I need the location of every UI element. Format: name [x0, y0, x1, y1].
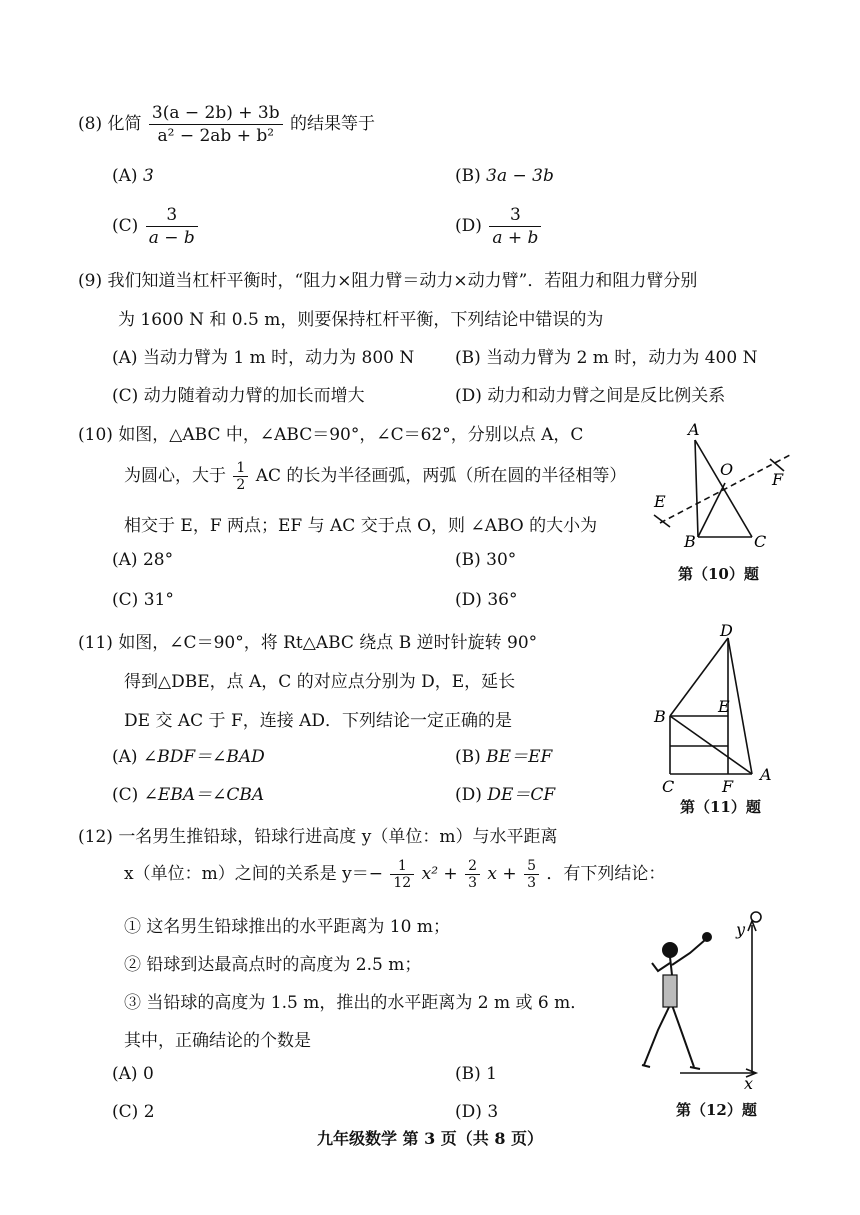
q10-line1 — [78, 420, 583, 445]
q9-option-a — [112, 343, 414, 368]
q11-label-e: E — [718, 697, 730, 716]
q12-figure — [630, 905, 770, 1090]
q11-option-b — [455, 742, 552, 767]
q10-text1: 如图，△ABC 中，∠ABC＝90°，∠C＝62°，分别以点 A，C — [118, 425, 584, 445]
q11-line3: DE 交 AC 于 F，连接 AD．下列结论一定正确的是 — [124, 711, 513, 731]
q10-option-b-label: (B) — [455, 550, 481, 570]
q10-option-b-text: 30° — [486, 550, 517, 570]
q10-option-b — [455, 550, 516, 570]
q11-option-c-text: ∠EBA＝∠CBA — [143, 785, 265, 805]
q12-frac1-den: 12 — [393, 875, 412, 891]
q8-option-c-label: (C) — [112, 216, 139, 236]
q12-option-b-label: (B) — [455, 1064, 481, 1084]
q11-option-d-label: (D) — [455, 785, 482, 805]
q10-option-c-label: (C) — [112, 590, 139, 610]
q11-label-a: A — [760, 765, 772, 784]
q8-suffix: 的结果等于 — [290, 114, 376, 134]
q8-frac-num: 3(a − 2b) + 3b — [149, 102, 283, 125]
q8-number: (8) — [78, 114, 103, 134]
q9-line1 — [78, 266, 697, 291]
q9-option-c-label: (C) — [112, 386, 139, 406]
q12-option-c — [112, 1102, 155, 1122]
q12-label-y: y — [736, 920, 746, 939]
q11-option-a — [112, 742, 265, 767]
q11-option-c-label: (C) — [112, 785, 139, 805]
q10-option-d-text: 36° — [487, 590, 518, 610]
q11-label-b: B — [654, 707, 666, 726]
q11-option-d — [455, 780, 555, 805]
q12-line1 — [78, 822, 557, 847]
q10-label-o: O — [720, 460, 734, 479]
q8-option-d-den: a + b — [492, 228, 539, 248]
q10-label-f: F — [772, 470, 784, 489]
q10-half-frac — [233, 460, 248, 493]
q12-statement-1: ① 这名男生铅球推出的水平距离为 10 m； — [124, 917, 450, 937]
q11-figure — [650, 622, 800, 802]
q12-option-b-text: 1 — [486, 1064, 497, 1084]
q12-option-d-text: 3 — [487, 1102, 499, 1122]
q10-option-a-label: (A) — [112, 550, 138, 570]
q9-option-d-text: 动力和动力臂之间是反比例关系 — [487, 386, 726, 406]
q12-option-c-label: (C) — [112, 1102, 139, 1122]
q11-label-f: F — [722, 777, 734, 796]
q8-frac-den: a² − 2ab + b² — [157, 126, 275, 146]
q10-option-c — [112, 590, 174, 610]
q12-number: (12) — [78, 827, 113, 847]
q10-label-a: A — [688, 420, 700, 439]
q10-text2-post: AC 的长为半径画弧，两弧（所在圆的半径相等） — [255, 466, 627, 486]
q12-mid2: x + — [487, 864, 517, 884]
q12-frac3-num: 5 — [524, 858, 539, 875]
q12-text1: 一名男生推铅球，铅球行进高度 y（单位：m）与水平距离 — [118, 827, 558, 847]
q9-option-a-label: (A) — [112, 348, 138, 368]
q10-caption: 第（10）题 — [678, 565, 759, 583]
q8-option-b-label: (B) — [455, 166, 481, 186]
q12-frac3-den: 3 — [527, 875, 536, 891]
q11-label-c: C — [662, 777, 675, 796]
q11-caption: 第（11）题 — [680, 798, 761, 816]
q10-text2-pre: 为圆心，大于 — [124, 466, 226, 486]
page-footer: 九年级数学 第 3 页（共 8 页） — [316, 1129, 544, 1148]
q11-option-c — [112, 780, 264, 805]
q8-option-b-text: 3a − 3b — [486, 166, 554, 186]
q8-option-d — [455, 204, 543, 249]
q10-line2 — [124, 460, 626, 493]
q8-option-c-den: a − b — [148, 228, 195, 248]
q12-caption: 第（12）题 — [676, 1101, 757, 1119]
q12-statement-2: ② 铅球到达最高点时的高度为 2.5 m； — [124, 955, 422, 975]
q8-option-d-frac — [489, 204, 541, 249]
q12-frac3 — [524, 858, 539, 891]
q8-option-a — [112, 166, 154, 186]
q11-option-a-text: ∠BDF＝∠BAD — [142, 747, 265, 767]
q9-option-c-text: 动力随着动力臂的加长而增大 — [143, 386, 365, 406]
q11-text1: 如图，∠C＝90°，将 Rt△ABC 绕点 B 逆时针旋转 90° — [118, 633, 538, 653]
q10-option-d — [455, 590, 517, 610]
q12-line2 — [124, 858, 665, 891]
q8-option-d-label: (D) — [455, 216, 482, 236]
q12-frac2-den: 3 — [468, 875, 477, 891]
shot-putter-icon — [642, 933, 711, 1069]
q12-option-d — [455, 1102, 498, 1122]
q10-half-den: 2 — [236, 477, 246, 493]
q12-frac2-num: 2 — [465, 858, 480, 875]
q12-mid1: x² + — [421, 864, 458, 884]
q12-label-x: x — [744, 1074, 754, 1090]
q11-option-b-label: (B) — [455, 747, 481, 767]
q10-label-e: E — [654, 492, 666, 511]
q11-line2: 得到△DBE，点 A，C 的对应点分别为 D，E，延长 — [124, 672, 516, 692]
q12-option-a — [112, 1064, 154, 1084]
q12-frac1-num: 1 — [390, 858, 414, 875]
q10-option-c-text: 31° — [143, 590, 174, 610]
q12-option-b — [455, 1064, 497, 1084]
q10-option-a — [112, 550, 173, 570]
q11-option-d-text: DE＝CF — [487, 785, 556, 805]
q9-option-b-label: (B) — [455, 348, 481, 368]
q12-option-c-text: 2 — [143, 1102, 155, 1122]
q12-option-a-label: (A) — [112, 1064, 138, 1084]
q11-line1 — [78, 628, 537, 653]
q11-number: (11) — [78, 633, 113, 653]
q9-option-a-text: 当动力臂为 1 m 时，动力为 800 N — [142, 348, 415, 368]
q12-frac2 — [465, 858, 480, 891]
q8-option-c — [112, 204, 200, 249]
q11-option-b-text: BE＝EF — [486, 747, 553, 767]
q8-option-a-text: 3 — [142, 166, 154, 186]
q9-option-b — [455, 343, 757, 368]
q10-label-c: C — [754, 532, 767, 551]
q12-frac1 — [390, 858, 414, 891]
q10-line3: 相交于 E，F 两点；EF 与 AC 交于点 O，则 ∠ABO 的大小为 — [124, 516, 598, 536]
q11-option-a-label: (A) — [112, 747, 138, 767]
q8-option-a-label: (A) — [112, 166, 138, 186]
q12-option-d-label: (D) — [455, 1102, 482, 1122]
q9-line2: 为 1600 N 和 0.5 m，则要保持杠杆平衡，下列结论中错误的为 — [118, 310, 604, 330]
q10-option-d-label: (D) — [455, 590, 482, 610]
q12-option-a-text: 0 — [142, 1064, 154, 1084]
q10-figure — [640, 415, 800, 555]
q12-statement-4: 其中，正确结论的个数是 — [124, 1031, 311, 1051]
q10-option-a-text: 28° — [142, 550, 174, 570]
q10-half-num: 1 — [233, 460, 248, 477]
q8-prefix: 化简 — [107, 114, 142, 134]
q9-option-d-label: (D) — [455, 386, 482, 406]
q8-option-b — [455, 166, 554, 186]
q8-option-c-num: 3 — [146, 204, 198, 227]
q9-option-b-text: 当动力臂为 2 m 时，动力为 400 N — [486, 348, 758, 368]
q8-fraction — [149, 102, 283, 147]
q12-text2-pre: x（单位：m）之间的关系是 y＝− — [124, 864, 383, 884]
q11-label-d: D — [720, 622, 733, 640]
q9-option-c — [112, 381, 365, 406]
q10-number: (10) — [78, 425, 113, 445]
q9-text1: 我们知道当杠杆平衡时，“阻力×阻力臂＝动力×动力臂”．若阻力和阻力臂分别 — [107, 271, 698, 291]
q9-option-d — [455, 381, 725, 406]
q12-text2-post: ．有下列结论： — [546, 864, 666, 884]
q8-option-c-frac — [146, 204, 198, 249]
q8-option-d-num: 3 — [489, 204, 541, 227]
q10-label-b: B — [684, 532, 696, 551]
q8-stem — [78, 102, 375, 147]
q9-number: (9) — [78, 271, 103, 291]
q12-statement-3: ③ 当铅球的高度为 1.5 m，推出的水平距离为 2 m 或 6 m． — [124, 993, 588, 1013]
